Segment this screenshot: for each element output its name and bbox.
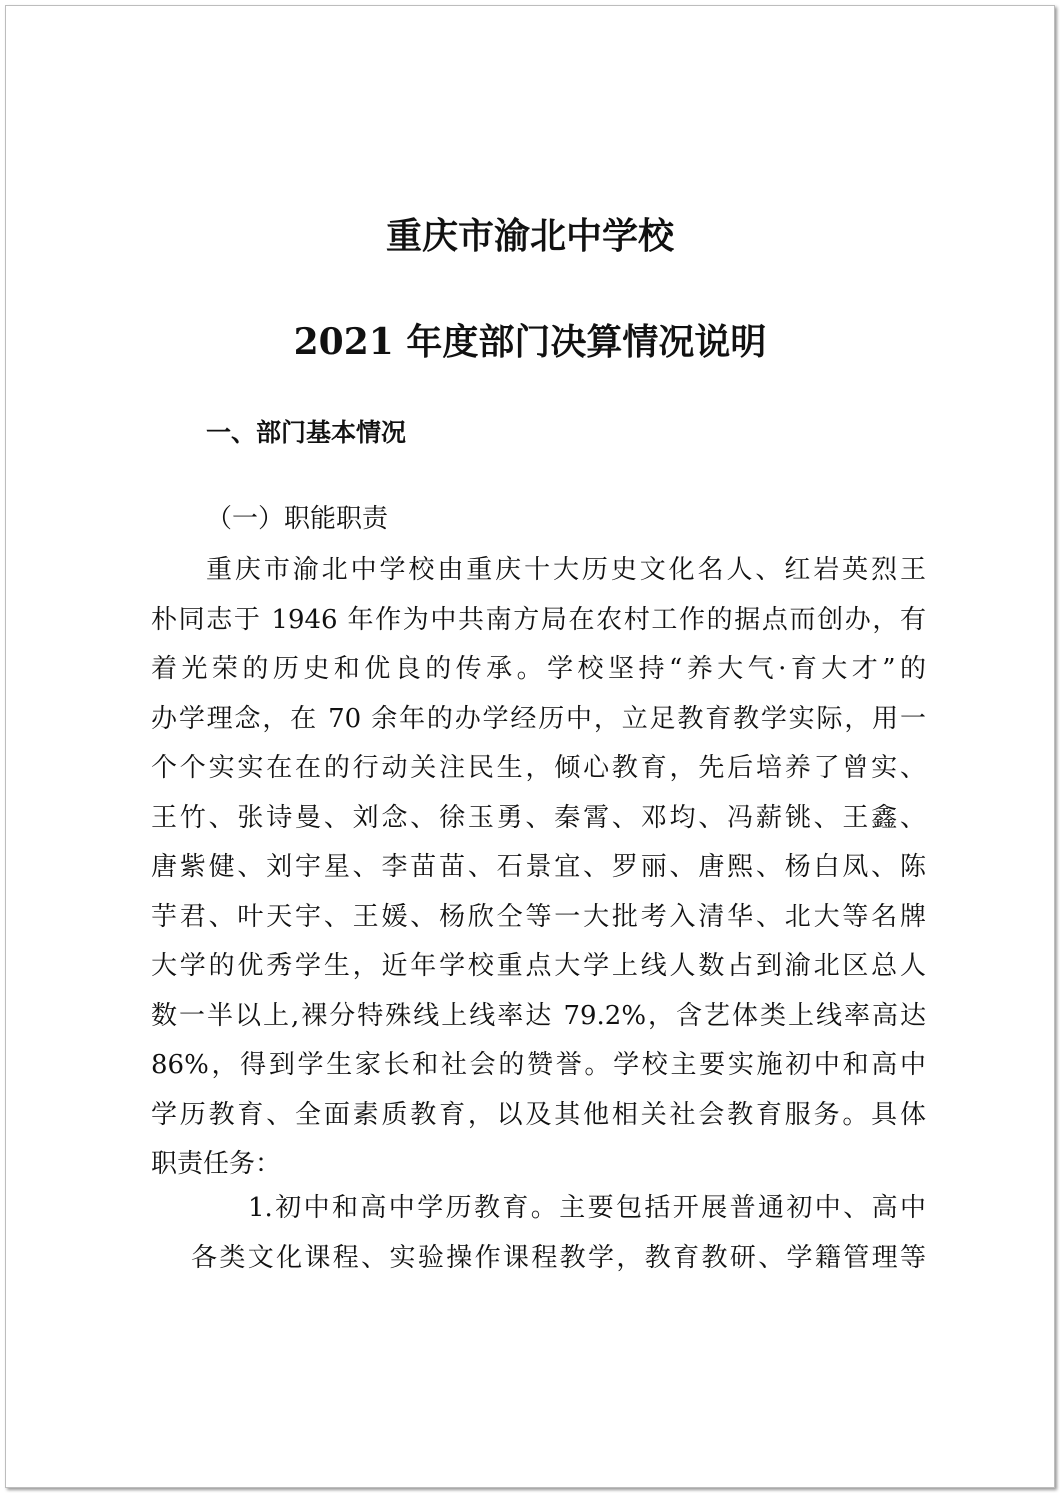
document-title: 重庆市渝北中学校	[385, 215, 674, 257]
document-page	[5, 5, 1055, 1488]
section-heading: 一、部门基本情况	[206, 418, 407, 447]
list-item	[191, 1184, 926, 1283]
paragraph-line: 数一半以上,裸分特殊线上线率达 79.2%，含艺体类上线率高达	[151, 1000, 926, 1031]
paragraph-line: 重庆市渝北中学校由重庆十大历史文化名人、红岩英烈王	[206, 555, 926, 585]
subsection-heading: （一）职能职责	[206, 504, 389, 534]
document-subtitle: 2021 年度部门决算情况说明	[293, 321, 767, 363]
body-paragraph	[151, 546, 926, 1190]
paragraph-line: 办学理念，在 70 余年的办学经历中，立足教育教学实际，用一	[151, 703, 926, 734]
paragraph-line: 王竹、张诗曼、刘念、徐玉勇、秦霄、邓均、冯薪铫、王鑫、	[151, 802, 926, 833]
paragraph-line: 唐紫健、刘宇星、李苗苗、石景宜、罗丽、唐熙、杨白凤、陈	[151, 852, 926, 882]
paragraph-line: 芋君、叶天宇、王媛、杨欣仝等一大批考入清华、北大等名牌	[151, 901, 926, 932]
paragraph-line: 职责任务：	[151, 1149, 282, 1179]
paragraph-line: 86%，得到学生家长和社会的赞誉。学校主要实施初中和高中	[151, 1050, 926, 1080]
paragraph-line: 个个实实在在的行动关注民生，倾心教育，先后培养了曾实、	[151, 753, 926, 783]
paragraph-line: 朴同志于 1946 年作为中共南方局在农村工作的据点而创办，有	[151, 604, 926, 635]
paragraph-line: 大学的优秀学生，近年学校重点大学上线人数占到渝北区总人	[151, 951, 926, 981]
item-line: 1.初中和高中学历教育。主要包括开展普通初中、高中	[248, 1193, 926, 1223]
paragraph-line: 着光荣的历史和优良的传承。学校坚持“养大气·育大才”的	[151, 654, 926, 684]
paragraph-line: 学历教育、全面素质教育，以及其他相关社会教育服务。具体	[151, 1099, 926, 1130]
item-line: 各类文化课程、实验操作课程教学，教育教研、学籍管理等	[191, 1242, 926, 1273]
